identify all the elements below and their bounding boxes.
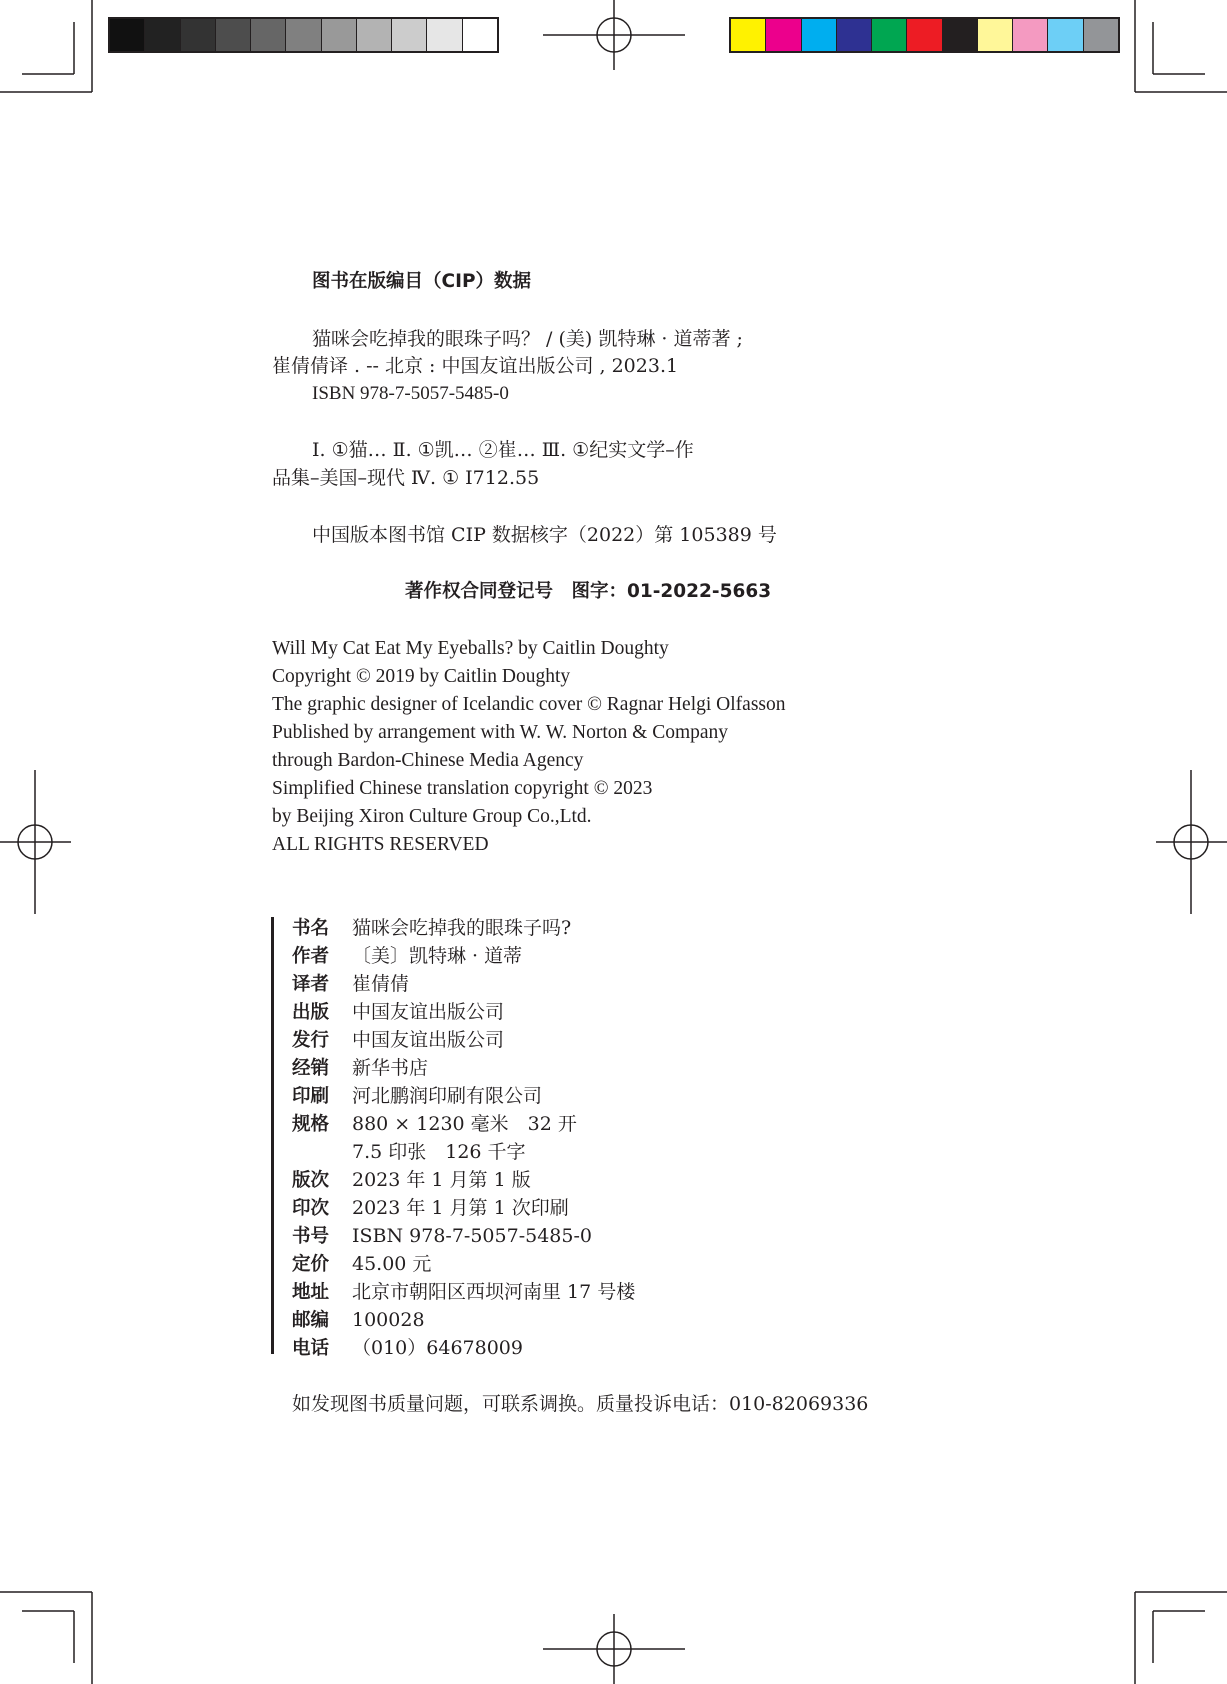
color-swatch bbox=[943, 19, 978, 51]
english-line: Will My Cat Eat My Eyeballs? by Caitlin Doughty bbox=[272, 638, 669, 659]
info-row bbox=[292, 1280, 635, 1305]
info-row bbox=[292, 1056, 428, 1081]
english-line: Simplified Chinese translation copyright © 2023 bbox=[272, 778, 653, 799]
info-label: 出版 bbox=[292, 1002, 330, 1023]
info-label: 发行 bbox=[292, 1030, 330, 1051]
info-label: 书号 bbox=[292, 1226, 330, 1247]
gray-swatch bbox=[427, 19, 462, 51]
info-value: 100028 bbox=[352, 1309, 425, 1331]
english-line: Published by arrangement with W. W. Norton & Company bbox=[272, 722, 729, 743]
info-row bbox=[292, 1308, 425, 1333]
color-swatch bbox=[837, 19, 872, 51]
info-row bbox=[292, 1084, 542, 1109]
info-row bbox=[292, 1000, 504, 1025]
color-swatch bbox=[802, 19, 837, 51]
color-control-strip bbox=[729, 17, 1120, 53]
copyright-contract-registration: 著作权合同登记号 图字：01-2022-5663 bbox=[405, 581, 772, 602]
info-value: 中国友谊出版公司 bbox=[352, 1029, 505, 1051]
info-value: 河北鹏润印刷有限公司 bbox=[352, 1085, 543, 1107]
info-row bbox=[292, 972, 409, 997]
color-swatch bbox=[1048, 19, 1083, 51]
english-line: ALL RIGHTS RESERVED bbox=[272, 834, 489, 855]
info-row bbox=[292, 1168, 531, 1193]
cip-classification-line-1: Ⅰ. ①猫… Ⅱ. ①凯… ②崔… Ⅲ. ①纪实文学–作 bbox=[312, 439, 694, 461]
color-swatch bbox=[1013, 19, 1048, 51]
info-vertical-rule bbox=[271, 917, 274, 1354]
info-label: 经销 bbox=[292, 1058, 330, 1079]
quality-complaint-note: 如发现图书质量问题，可联系调换。质量投诉电话：010-82069336 bbox=[292, 1393, 869, 1415]
info-label: 电话 bbox=[292, 1338, 330, 1359]
gray-swatch bbox=[216, 19, 251, 51]
english-line: The graphic designer of Icelandic cover © Ragnar Helgi Olfasson bbox=[272, 694, 786, 715]
info-value: 2023 年 1 月第 1 版 bbox=[352, 1169, 531, 1191]
info-value: （010）64678009 bbox=[352, 1337, 523, 1359]
info-label: 印次 bbox=[292, 1198, 330, 1219]
cip-entry-line-1: 猫咪会吃掉我的眼珠子吗？ / (美) 凯特琳 · 道蒂著 ; bbox=[312, 328, 743, 350]
color-swatch bbox=[731, 19, 766, 51]
info-label: 规格 bbox=[292, 1114, 330, 1135]
cip-heading: 图书在版编目（CIP）数据 bbox=[312, 271, 532, 292]
info-row bbox=[292, 916, 571, 941]
gray-swatch bbox=[110, 19, 145, 51]
gray-swatch bbox=[286, 19, 321, 51]
gray-swatch bbox=[463, 19, 497, 51]
info-row bbox=[292, 1140, 526, 1164]
english-line: through Bardon-Chinese Media Agency bbox=[272, 750, 584, 771]
gray-swatch bbox=[357, 19, 392, 51]
info-row bbox=[292, 944, 522, 969]
cip-isbn: ISBN 978-7-5057-5485-0 bbox=[312, 383, 509, 404]
info-row bbox=[292, 1028, 504, 1053]
info-value: 中国友谊出版公司 bbox=[352, 1001, 505, 1023]
grayscale-control-strip bbox=[108, 17, 499, 53]
gray-swatch bbox=[322, 19, 357, 51]
color-swatch bbox=[978, 19, 1013, 51]
info-label: 邮编 bbox=[292, 1310, 330, 1331]
info-label: 印刷 bbox=[292, 1086, 330, 1107]
color-swatch bbox=[872, 19, 907, 51]
english-line: Copyright © 2019 by Caitlin Doughty bbox=[272, 666, 571, 687]
color-swatch bbox=[766, 19, 801, 51]
info-value: 新华书店 bbox=[352, 1057, 429, 1079]
info-value: 崔倩倩 bbox=[352, 973, 410, 995]
info-value: 45.00 元 bbox=[352, 1253, 432, 1275]
cip-entry-line-2: 崔倩倩译 . -- 北京 : 中国友谊出版公司 , 2023.1 bbox=[272, 355, 679, 377]
info-row bbox=[292, 1112, 577, 1137]
info-value: 880 × 1230 毫米 32 开 bbox=[352, 1113, 577, 1135]
info-label: 地址 bbox=[292, 1282, 330, 1303]
cip-classification-line-2: 品集–美国–现代 Ⅳ. ① I712.55 bbox=[272, 467, 540, 489]
info-row bbox=[292, 1336, 523, 1361]
info-value: ISBN 978-7-5057-5485-0 bbox=[352, 1225, 592, 1247]
info-value: 猫咪会吃掉我的眼珠子吗? bbox=[352, 917, 572, 939]
info-value: 〔美〕凯特琳 · 道蒂 bbox=[352, 945, 523, 967]
info-label: 译者 bbox=[292, 974, 330, 995]
info-label: 版次 bbox=[292, 1170, 330, 1191]
gray-swatch bbox=[251, 19, 286, 51]
info-row bbox=[292, 1196, 569, 1221]
gray-swatch bbox=[181, 19, 216, 51]
info-label: 书名 bbox=[292, 918, 330, 939]
color-swatch bbox=[1084, 19, 1118, 51]
gray-swatch bbox=[145, 19, 180, 51]
info-value: 2023 年 1 月第 1 次印刷 bbox=[352, 1197, 569, 1219]
cip-data-number: 中国版本图书馆 CIP 数据核字（2022）第 105389 号 bbox=[312, 524, 777, 546]
info-value: 北京市朝阳区西坝河南里 17 号楼 bbox=[352, 1281, 636, 1303]
info-label: 作者 bbox=[292, 946, 330, 967]
color-swatch bbox=[907, 19, 942, 51]
info-value: 7.5 印张 126 千字 bbox=[352, 1141, 526, 1163]
info-row bbox=[292, 1252, 431, 1277]
info-row bbox=[292, 1224, 592, 1249]
english-line: by Beijing Xiron Culture Group Co.,Ltd. bbox=[272, 806, 592, 827]
gray-swatch bbox=[392, 19, 427, 51]
info-label: 定价 bbox=[292, 1254, 330, 1275]
